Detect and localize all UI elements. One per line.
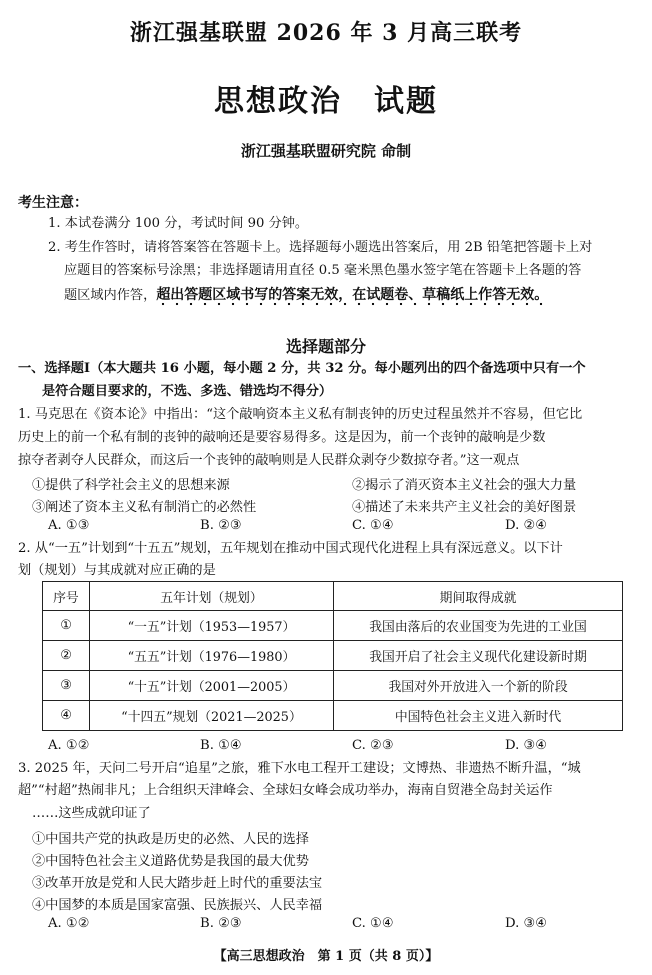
q3-statement-1: ①中国共产党的执政是历史的必然、人民的选择 [32, 832, 309, 847]
q3-option-d: D. ③④ [505, 916, 548, 931]
subject-title: 思想政治 试题 [214, 84, 438, 119]
q1-statement-4: ④描述了未来共产主义社会的美好图景 [352, 500, 577, 515]
table-row [43, 611, 623, 641]
q3-stem-line-2: 超”“村超”热闹非凡；上合组织天津峰会、全球妇女峰会成功举办，海南自贸港全岛封关运作 [18, 783, 553, 798]
q2-stem-line-2: 划（规划）与其成就对应正确的是 [18, 563, 216, 578]
table-cell: “五五”计划（1976—1980） [89, 641, 333, 671]
q1-stem-line-2: 历史上的前一个私有制的丧钟的敲响还是要容易得多。这是因为，前一个丧钟的敲响是少数 [18, 430, 546, 445]
table-cell: “十五”计划（2001—2005） [89, 671, 333, 701]
five-year-plan-table [42, 581, 623, 731]
q1-option-c: C. ①④ [352, 518, 394, 533]
table-cell: “十四五”规划（2021—2025） [89, 701, 333, 731]
table-cell: “一五”计划（1953—1957） [89, 611, 333, 641]
q2-stem-line-1: 2. 从“一五”计划到“十五五”规划，五年规划在推动中国式现代化进程上具有深远意义。以下计 [18, 541, 563, 556]
notice-emphasis: 超出答题区域书写的答案无效，在试题卷、草稿纸上作答无效。 [156, 287, 548, 307]
table-cell: ③ [43, 671, 90, 701]
table-header-row [43, 582, 623, 611]
notice-item-2-line-2: 应题目的答案标号涂黑；非选择题请用直径 0.5 毫米黑色墨水签字笔在答题卡上各题的答 [64, 263, 582, 278]
table-cell: 我国开启了社会主义现代化建设新时期 [334, 641, 623, 671]
q1-option-a: A. ①③ [48, 518, 90, 533]
q3-option-a: A. ①② [48, 916, 90, 931]
q1-option-d: D. ②④ [505, 518, 548, 533]
q1-statement-3: ③阐述了资本主义私有制消亡的必然性 [32, 500, 257, 515]
q1-option-b: B. ②③ [200, 518, 242, 533]
notice-item-1: 1. 本试卷满分 100 分，考试时间 90 分钟。 [48, 216, 309, 231]
section-title: 选择题部分 [285, 337, 366, 356]
publisher-line: 浙江强基联盟研究院 命制 [240, 142, 412, 160]
q2-option-a: A. ①② [48, 738, 90, 753]
table-header-cell: 序号 [43, 582, 90, 611]
table-header-cell: 五年计划（规划） [89, 582, 333, 611]
q1-statement-1: ①提供了科学社会主义的思想来源 [32, 478, 230, 493]
q3-statement-4: ④中国梦的本质是国家富强、民族振兴、人民幸福 [32, 898, 323, 913]
q2-option-c: C. ②③ [352, 738, 394, 753]
q1-stem-line-1: 1. 马克思在《资本论》中指出：“这个敲响资本主义私有制丧钟的历史过程虽然并不容易，但它比 [18, 407, 583, 422]
table-cell: 中国特色社会主义进入新时代 [334, 701, 623, 731]
q3-stem-line-3: ……这些成就印证了 [32, 806, 151, 821]
page-footer: 【高三思想政治 第 1 页（共 8 页）】 [213, 949, 439, 964]
table-row [43, 701, 623, 731]
part-instruction-line-2: 是符合题目要求的，不选、多选、错选均不得分） [42, 384, 333, 399]
q2-option-d: D. ③④ [505, 738, 548, 753]
part-instruction-line-1: 一、选择题Ⅰ（本大题共 16 小题，每小题 2 分，共 32 分。每小题列出的四个备选项中只有一个 [18, 361, 586, 376]
table-cell: ④ [43, 701, 90, 731]
notice-item-2-line-1: 2. 考生作答时，请将答案答在答题卡上。选择题每小题选出答案后，用 2B 铅笔把答题卡上对 [48, 240, 593, 255]
q3-statement-3: ③改革开放是党和人民大踏步赶上时代的重要法宝 [32, 876, 323, 891]
table-cell: 我国对外开放进入一个新的阶段 [334, 671, 623, 701]
table-row [43, 671, 623, 701]
table-row [43, 641, 623, 671]
q3-option-c: C. ①④ [352, 916, 394, 931]
table-cell: 我国由落后的农业国变为先进的工业国 [334, 611, 623, 641]
notice-item-2-line-3-plain: 题区域内作答， [64, 288, 157, 303]
exam-title: 浙江强基联盟 2026 年 3 月高三联考 [129, 20, 523, 46]
q3-option-b: B. ②③ [200, 916, 242, 931]
table-header-cell: 期间取得成就 [334, 582, 623, 611]
notice-item-2-line-3 [64, 287, 548, 304]
table-cell: ② [43, 641, 90, 671]
q1-statement-2: ②揭示了消灭资本主义社会的强大力量 [352, 478, 577, 493]
q2-option-b: B. ①④ [200, 738, 242, 753]
q3-stem-line-1: 3. 2025 年，天问二号开启“追星”之旅，雅下水电工程开工建设；文博热、非遗热不断升温，“城 [18, 761, 581, 776]
q3-statement-2: ②中国特色社会主义道路优势是我国的最大优势 [32, 854, 309, 869]
table-cell: ① [43, 611, 90, 641]
q1-stem-line-3: 掠夺者剥夺人民群众，而这后一个丧钟的敲响则是人民群众剥夺少数掠夺者。”这一观点 [18, 453, 520, 468]
notice-heading: 考生注意： [18, 195, 88, 211]
